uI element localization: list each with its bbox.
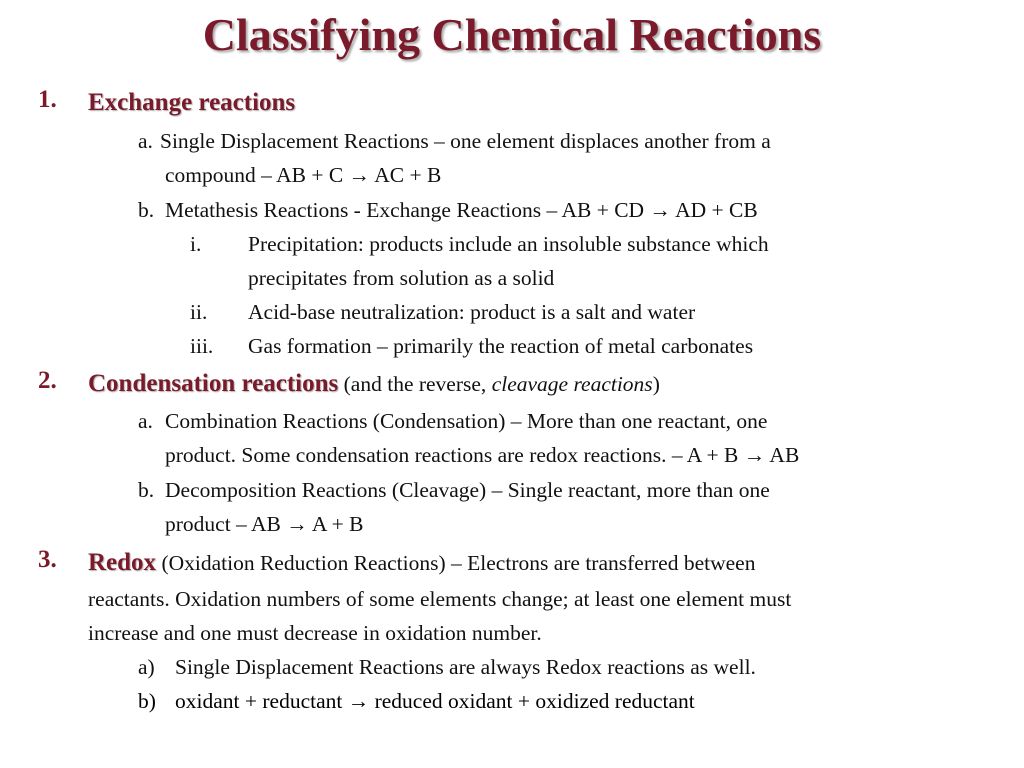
- section-2-note-italic: cleavage reactions: [491, 372, 653, 396]
- item-1b-iii-label: iii.: [190, 334, 214, 358]
- section-1-heading: Exchange reactions: [88, 89, 296, 116]
- item-1b-i-label: i.: [190, 232, 202, 256]
- section-3-line1-rest: (Oxidation Reduction Reactions) – Electrons are transferred between: [156, 551, 756, 575]
- section-3-number: 3.: [38, 546, 57, 573]
- item-1b-ii-line1: Acid-base neutralization: product is a salt and water: [248, 300, 696, 324]
- item-1b-label: b.: [138, 198, 155, 222]
- item-2b-label: b.: [138, 478, 155, 502]
- item-1b-line1: Metathesis Reactions - Exchange Reactions – AB + CD → AD + CB: [165, 198, 758, 222]
- section-2-note-suffix: ): [652, 372, 660, 396]
- item-2b-line2: product – AB → A + B: [165, 512, 364, 536]
- item-1a-line1: Single Displacement Reactions – one element displaces another from a: [160, 129, 771, 153]
- section-3-heading: Redox: [88, 549, 157, 576]
- section-1-heading-line: [88, 88, 295, 118]
- item-3a-line1: Single Displacement Reactions are always Redox reactions as well.: [175, 655, 756, 679]
- section-1-number: 1.: [38, 86, 57, 113]
- item-1b-ii-label: ii.: [190, 300, 208, 324]
- item-2a-line1: Combination Reactions (Condensation) – More than one reactant, one: [165, 409, 768, 433]
- section-2-heading: Condensation reactions: [88, 370, 339, 397]
- section-2-note-prefix: (and the reverse,: [338, 372, 492, 396]
- section-3-line2: reactants. Oxidation numbers of some elements change; at least one element must: [88, 587, 792, 611]
- item-1b-i-line2: precipitates from solution as a solid: [248, 266, 555, 290]
- item-3a-label: a): [138, 655, 155, 679]
- section-2-heading-line: [88, 369, 660, 399]
- item-1a-label: a.: [138, 129, 153, 153]
- item-1b-i-line1: Precipitation: products include an insoluble substance which: [248, 232, 769, 256]
- item-2a-line2: product. Some condensation reactions are redox reactions. – A + B → AB: [165, 443, 800, 467]
- item-2a-label: a.: [138, 409, 153, 433]
- item-3b-line1: oxidant + reductant → reduced oxidant + oxidized reductant: [175, 689, 695, 713]
- item-1b-iii-line1: Gas formation – primarily the reaction of metal carbonates: [248, 334, 754, 358]
- slide-title: Classifying Chemical Reactions: [202, 9, 822, 60]
- section-3-line3: increase and one must decrease in oxidation number.: [88, 621, 542, 645]
- section-3-heading-line: [88, 548, 755, 578]
- item-3b-label: b): [138, 689, 156, 713]
- section-2-number: 2.: [38, 367, 57, 394]
- item-2b-line1: Decomposition Reactions (Cleavage) – Single reactant, more than one: [165, 478, 770, 502]
- item-1a-line2: compound – AB + C → AC + B: [165, 163, 442, 187]
